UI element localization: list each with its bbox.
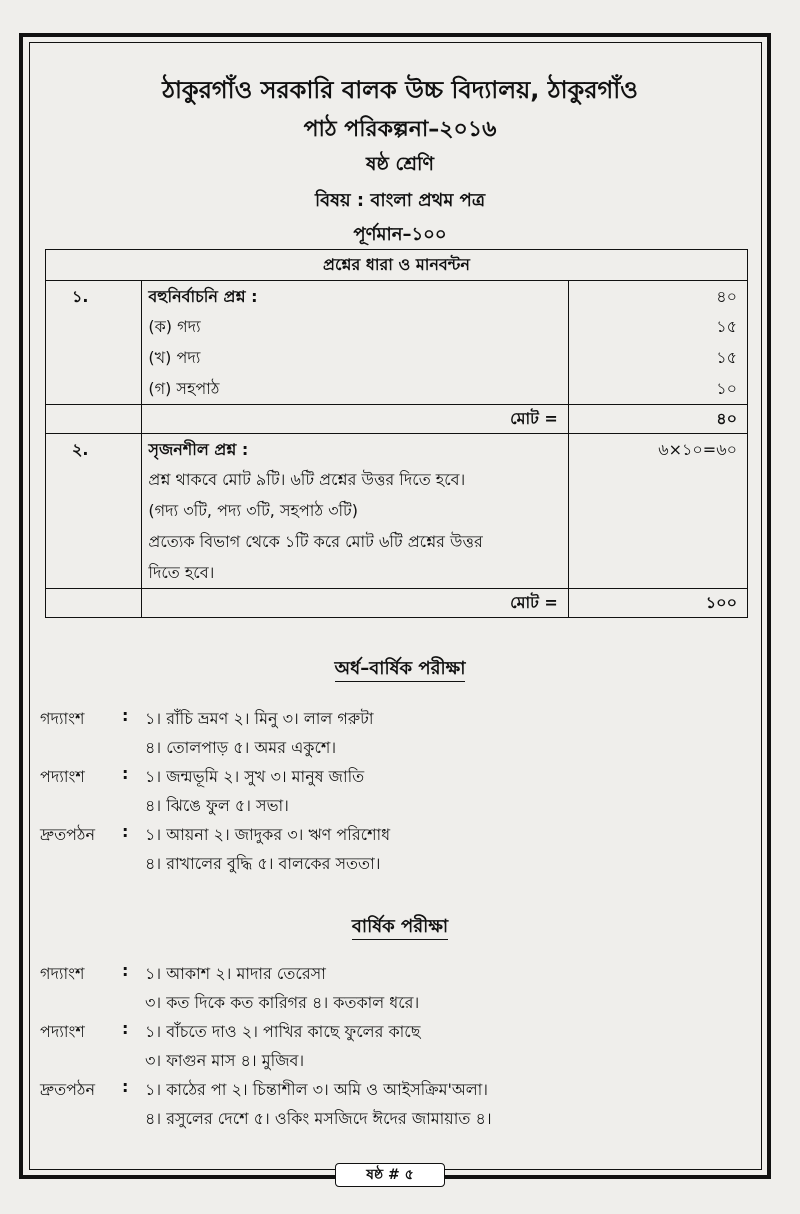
syllabus-row xyxy=(0,1048,800,1074)
table-row-section2-total xyxy=(46,589,748,618)
section2-line: প্রত্যেক বিভাগ থেকে ১টি করে মোট ৬টি প্রশ্নের উত্তর xyxy=(148,532,483,551)
section1-item-mark: ১৫ xyxy=(716,348,737,367)
table-heading: প্রশ্নের ধারা ও মানবন্টন xyxy=(46,250,748,281)
table-row-section2 xyxy=(46,434,748,589)
syllabus-lessons: ১। আকাশ ২। মাদার তেরেসা xyxy=(145,964,326,983)
section2-line: দিতে হবে। xyxy=(148,563,215,582)
syllabus-category-label: দ্রুতপঠন xyxy=(40,825,96,844)
syllabus-row xyxy=(0,1019,800,1045)
section2-line: (গদ্য ৩টি, পদ্য ৩টি, সহপাঠ ৩টি) xyxy=(148,501,359,520)
syllabus-lessons: ৩। ফাগুন মাস ৪। মুজিব। xyxy=(145,1051,305,1070)
syllabus-category-label: পদ্যাংশ xyxy=(40,767,85,786)
section1-item: (খ) পদ্য xyxy=(148,348,201,367)
section1-marks xyxy=(568,281,747,405)
syllabus-lessons: ১। রাঁচি ভ্রমণ ২। মিনু ৩। লাল গরুটা xyxy=(145,709,374,728)
syllabus-colon: : xyxy=(122,1019,129,1038)
section2-description xyxy=(142,434,568,589)
syllabus-colon: : xyxy=(122,961,129,980)
syllabus-lessons: ৩। কত দিকে কত কারিগর ৪। কতকাল ধরে। xyxy=(145,993,420,1012)
syllabus-category-label: পদ্যাংশ xyxy=(40,1022,85,1041)
syllabus-lessons: ১। আয়না ২। জাদুকর ৩। ঋণ পরিশোধ xyxy=(145,825,391,844)
syllabus-category-label: গদ্যাংশ xyxy=(40,709,85,728)
section2-line: প্রশ্ন থাকবে মোট ৯টি। ৬টি প্রশ্নের উত্তর দিতে হবে। xyxy=(148,470,466,489)
syllabus-row xyxy=(0,793,800,819)
subject-line: বিষয় : বাংলা প্রথম পত্র xyxy=(314,190,486,211)
syllabus-lessons: ৪। ঝিঙে ফুল ৫। সভা। xyxy=(145,796,289,815)
syllabus-category-label: গদ্যাংশ xyxy=(40,964,85,983)
syllabus-lessons: ১। কাঠের পা ২। চিন্তাশীল ৩। অমি ও আইসক্রিম'অলা। xyxy=(145,1080,489,1099)
syllabus-colon: : xyxy=(122,822,129,841)
school-name: ঠাকুরগাঁও সরকারি বালক উচ্চ বিদ্যালয়, ঠাকুরগাঁও xyxy=(162,76,638,104)
syllabus-row xyxy=(0,735,800,761)
syllabus-row xyxy=(0,822,800,848)
table-row-section1-total xyxy=(46,405,748,434)
section1-title: বহুনির্বাচনি প্রশ্ন : xyxy=(148,287,258,306)
section2-mark: ৬×১০=৬০ xyxy=(658,440,737,459)
syllabus-lessons: ১। বাঁচতে দাও ২। পাখির কাছে ফুলের কাছে xyxy=(145,1022,421,1041)
full-marks: পূর্ণমান–১০০ xyxy=(353,224,447,245)
class-name: ষষ্ঠ শ্রেণি xyxy=(366,153,434,175)
syllabus-category-label: দ্রুতপঠন xyxy=(40,1080,96,1099)
section1-item-mark: ১০ xyxy=(716,379,737,398)
section1-item: (গ) সহপাঠ xyxy=(148,379,220,398)
section1-total-value: ৪০ xyxy=(568,405,747,434)
page-tag: ষষ্ঠ # ৫ xyxy=(335,1163,445,1187)
section1-item-mark: ১৫ xyxy=(716,317,737,336)
syllabus-lessons: ৪। রসুলের দেশে ৫। ওকিং মসজিদে ঈদের জামায়াত ৪। xyxy=(145,1109,492,1128)
section1-description xyxy=(142,281,568,405)
plan-title: পাঠ পরিকল্পনা–২০১৬ xyxy=(303,117,497,142)
syllabus-lessons: ৪। তোলপাড় ৫। অমর একুশে। xyxy=(145,738,337,757)
syllabus-row xyxy=(0,706,800,732)
table-row-section1 xyxy=(46,281,748,405)
syllabus-colon: : xyxy=(122,1077,129,1096)
marks-distribution-table xyxy=(45,249,748,618)
half-yearly-title: অর্ধ–বার্ষিক পরীক্ষা xyxy=(0,654,800,685)
section2-number: ২. xyxy=(46,434,142,589)
section2-title: সৃজনশীল প্রশ্ন : xyxy=(148,440,249,459)
section2-marks xyxy=(568,434,747,589)
syllabus-colon: : xyxy=(122,706,129,725)
section2-total-label: মোট = xyxy=(142,589,568,618)
syllabus-row xyxy=(0,851,800,877)
syllabus-colon: : xyxy=(122,764,129,783)
section1-item: (ক) গদ্য xyxy=(148,317,201,336)
section2-total-value: ১০০ xyxy=(568,589,747,618)
syllabus-row xyxy=(0,1106,800,1132)
syllabus-lessons: ৪। রাখালের বুদ্ধি ৫। বালকের সততা। xyxy=(145,854,381,873)
syllabus-row xyxy=(0,961,800,987)
section1-total-label: মোট = xyxy=(142,405,568,434)
section1-title-mark: ৪০ xyxy=(716,287,737,306)
syllabus-lessons: ১। জন্মভূমি ২। সুখ ৩। মানুষ জাতি xyxy=(145,767,365,786)
syllabus-row xyxy=(0,1077,800,1103)
syllabus-row xyxy=(0,764,800,790)
yearly-title: বার্ষিক পরীক্ষা xyxy=(0,912,800,943)
syllabus-row xyxy=(0,990,800,1016)
section1-number: ১. xyxy=(46,281,142,405)
